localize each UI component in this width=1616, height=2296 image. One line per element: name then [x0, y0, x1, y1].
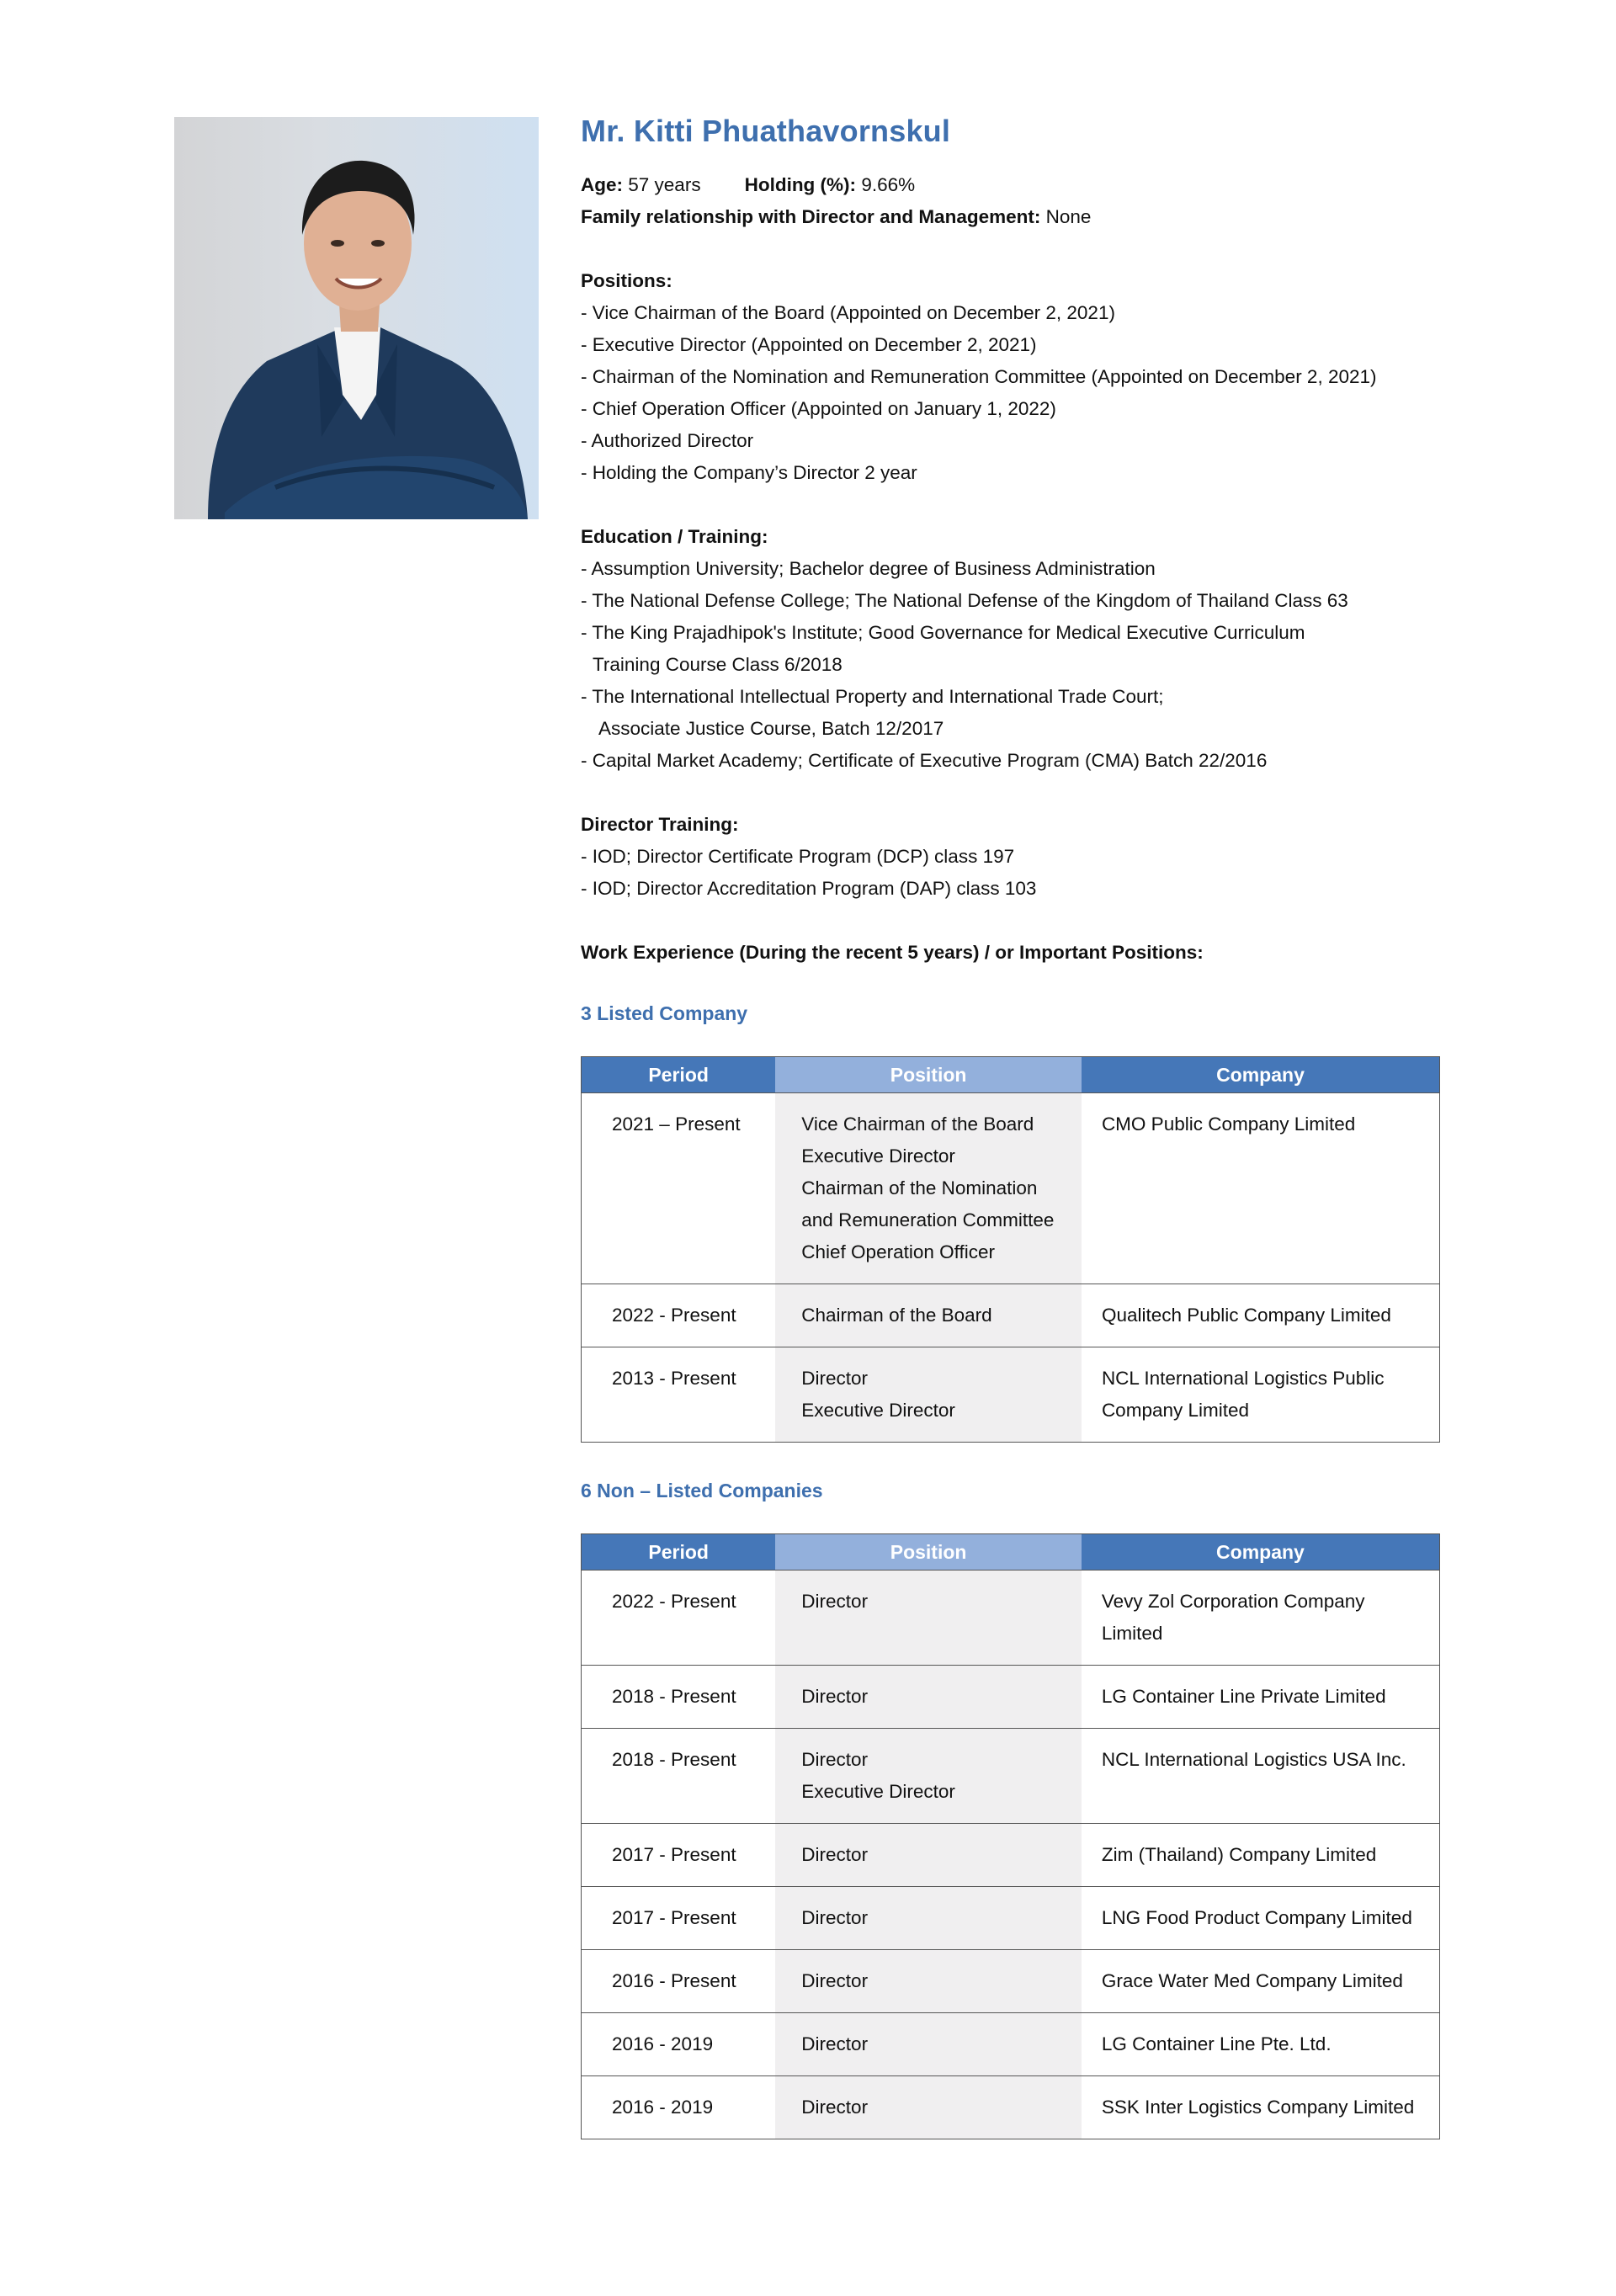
company-cell-line: CMO Public Company Limited	[1101, 1113, 1356, 1135]
position-cell	[775, 1093, 1082, 1284]
period-cell: 2022 - Present	[582, 1571, 776, 1666]
age-holding-line	[581, 169, 1439, 201]
period-cell: 2018 - Present	[582, 1666, 776, 1729]
listed-company-table	[581, 1056, 1440, 1443]
company-cell	[1082, 1347, 1440, 1443]
period-column-header: Period	[582, 1534, 776, 1571]
company-cell-line: NCL International Logistics Public	[1101, 1368, 1385, 1389]
period-cell: 2017 - Present	[582, 1887, 776, 1950]
position-cell	[775, 1887, 1082, 1950]
education-item: - Assumption University; Bachelor degree of Business Administration	[581, 558, 1156, 579]
company-cell	[1082, 2013, 1440, 2076]
period-cell: 2018 - Present	[582, 1729, 776, 1824]
non-listed-company-table	[581, 1533, 1440, 2139]
company-cell	[1082, 1284, 1440, 1347]
period-cell: 2021 – Present	[582, 1093, 776, 1284]
table-header-row	[582, 1057, 1440, 1093]
company-cell-line: LG Container Line Pte. Ltd.	[1101, 2033, 1332, 2054]
company-cell	[1082, 1093, 1440, 1284]
table-row	[582, 1347, 1440, 1443]
position-cell-line: Chief Operation Officer	[801, 1241, 995, 1262]
age-label: Age:	[581, 174, 623, 195]
position-cell-line: Director	[801, 2097, 869, 2118]
position-cell-line: Director	[801, 1749, 869, 1770]
work-experience-heading: Work Experience (During the recent 5 years) / or Important Positions:	[581, 942, 1204, 963]
company-cell	[1082, 1950, 1440, 2013]
period-cell: 2016 - 2019	[582, 2013, 776, 2076]
position-cell-line: Director	[801, 1368, 869, 1389]
position-cell	[775, 2076, 1082, 2139]
position-item: - Vice Chairman of the Board (Appointed on December 2, 2021)	[581, 302, 1115, 323]
education-item-continued: Training Course Class 6/2018	[593, 654, 843, 675]
table-row	[582, 1093, 1440, 1284]
company-column-header: Company	[1082, 1057, 1440, 1093]
company-cell-line: LNG Food Product Company Limited	[1101, 1907, 1412, 1928]
age-value: 57 years	[628, 174, 701, 195]
education-item-continued: Associate Justice Course, Batch 12/2017	[598, 718, 944, 739]
company-cell	[1082, 1887, 1440, 1950]
position-item: - Chief Operation Officer (Appointed on January 1, 2022)	[581, 398, 1056, 419]
position-cell-line: Chairman of the Board	[801, 1305, 992, 1326]
family-value: None	[1045, 206, 1092, 227]
education-heading: Education / Training:	[581, 526, 768, 547]
non-listed-company-heading: 6 Non – Listed Companies	[581, 1480, 823, 1501]
company-cell-line: Qualitech Public Company Limited	[1101, 1305, 1391, 1326]
position-item: - Chairman of the Nomination and Remuneration Committee (Appointed on December 2, 2021)	[581, 366, 1377, 387]
position-cell	[775, 1666, 1082, 1729]
person-name: Mr. Kitti Phuathavornskul	[581, 114, 951, 148]
company-cell	[1082, 1666, 1440, 1729]
profile-content	[581, 109, 1439, 2139]
director-training-list	[581, 841, 1439, 905]
holding-label: Holding (%):	[744, 174, 857, 195]
position-cell-line: Executive Director	[801, 1145, 955, 1167]
position-item: - Authorized Director	[581, 430, 754, 451]
company-cell	[1082, 2076, 1440, 2139]
position-cell-line: and Remuneration Committee	[801, 1209, 1055, 1230]
position-cell-line: Executive Director	[801, 1781, 955, 1802]
table-row	[582, 1729, 1440, 1824]
company-cell-line: Vevy Zol Corporation Company	[1101, 1591, 1365, 1612]
company-cell-line: NCL International Logistics USA Inc.	[1101, 1749, 1406, 1770]
position-column-header: Position	[775, 1534, 1082, 1571]
position-cell-line: Director	[801, 1686, 869, 1707]
position-cell	[775, 2013, 1082, 2076]
family-line	[581, 201, 1439, 233]
profile-photo	[174, 117, 539, 519]
positions-list	[581, 297, 1439, 489]
table-row	[582, 2013, 1440, 2076]
director-training-item: - IOD; Director Accreditation Program (DAP) class 103	[581, 878, 1037, 899]
director-training-item: - IOD; Director Certificate Program (DCP) class 197	[581, 846, 1015, 867]
period-cell: 2013 - Present	[582, 1347, 776, 1443]
position-cell-line: Director	[801, 1591, 869, 1612]
period-cell: 2016 - 2019	[582, 2076, 776, 2139]
table-row	[582, 1824, 1440, 1887]
director-training-heading: Director Training:	[581, 814, 739, 835]
position-cell-line: Vice Chairman of the Board	[801, 1113, 1034, 1135]
position-cell-line: Director	[801, 2033, 869, 2054]
listed-company-heading: 3 Listed Company	[581, 1002, 748, 1024]
position-cell	[775, 1729, 1082, 1824]
position-cell-line: Director	[801, 1907, 869, 1928]
position-cell	[775, 1824, 1082, 1887]
position-cell-line: Director	[801, 1844, 869, 1865]
table-row	[582, 2076, 1440, 2139]
holding-value: 9.66%	[861, 174, 916, 195]
table-row	[582, 1887, 1440, 1950]
education-item: - The National Defense College; The National Defense of the Kingdom of Thailand Class 63	[581, 590, 1348, 611]
position-item: - Executive Director (Appointed on December 2, 2021)	[581, 334, 1037, 355]
table-row	[582, 1284, 1440, 1347]
education-item: - Capital Market Academy; Certificate of Executive Program (CMA) Batch 22/2016	[581, 750, 1268, 771]
position-cell-line: Chairman of the Nomination	[801, 1177, 1038, 1198]
company-cell-line: Grace Water Med Company Limited	[1101, 1970, 1403, 1991]
company-column-header: Company	[1082, 1534, 1440, 1571]
company-cell	[1082, 1571, 1440, 1666]
company-cell	[1082, 1729, 1440, 1824]
position-cell-line: Director	[801, 1970, 869, 1991]
education-item: - The King Prajadhipok's Institute; Good Governance for Medical Executive Curriculum	[581, 622, 1305, 643]
company-cell-line: SSK Inter Logistics Company Limited	[1101, 2097, 1415, 2118]
positions-heading: Positions:	[581, 270, 672, 291]
company-cell-line: LG Container Line Private Limited	[1101, 1686, 1386, 1707]
position-cell	[775, 1284, 1082, 1347]
education-item: - The International Intellectual Property and International Trade Court;	[581, 686, 1164, 707]
portrait-illustration	[174, 117, 539, 519]
company-cell	[1082, 1824, 1440, 1887]
position-column-header: Position	[775, 1057, 1082, 1093]
table-header-row	[582, 1534, 1440, 1571]
position-cell	[775, 1950, 1082, 2013]
table-row	[582, 1666, 1440, 1729]
company-cell-line: Company Limited	[1101, 1400, 1250, 1421]
education-list	[581, 553, 1439, 777]
period-cell: 2017 - Present	[582, 1824, 776, 1887]
period-cell: 2022 - Present	[582, 1284, 776, 1347]
position-cell	[775, 1347, 1082, 1443]
position-cell-line: Executive Director	[801, 1400, 955, 1421]
period-column-header: Period	[582, 1057, 776, 1093]
company-cell-line: Zim (Thailand) Company Limited	[1101, 1844, 1377, 1865]
company-cell-line: Limited	[1101, 1623, 1163, 1644]
table-row	[582, 1950, 1440, 2013]
period-cell: 2016 - Present	[582, 1950, 776, 2013]
family-label: Family relationship with Director and Management:	[581, 206, 1041, 227]
position-item: - Holding the Company’s Director 2 year	[581, 462, 917, 483]
position-cell	[775, 1571, 1082, 1666]
table-row	[582, 1571, 1440, 1666]
